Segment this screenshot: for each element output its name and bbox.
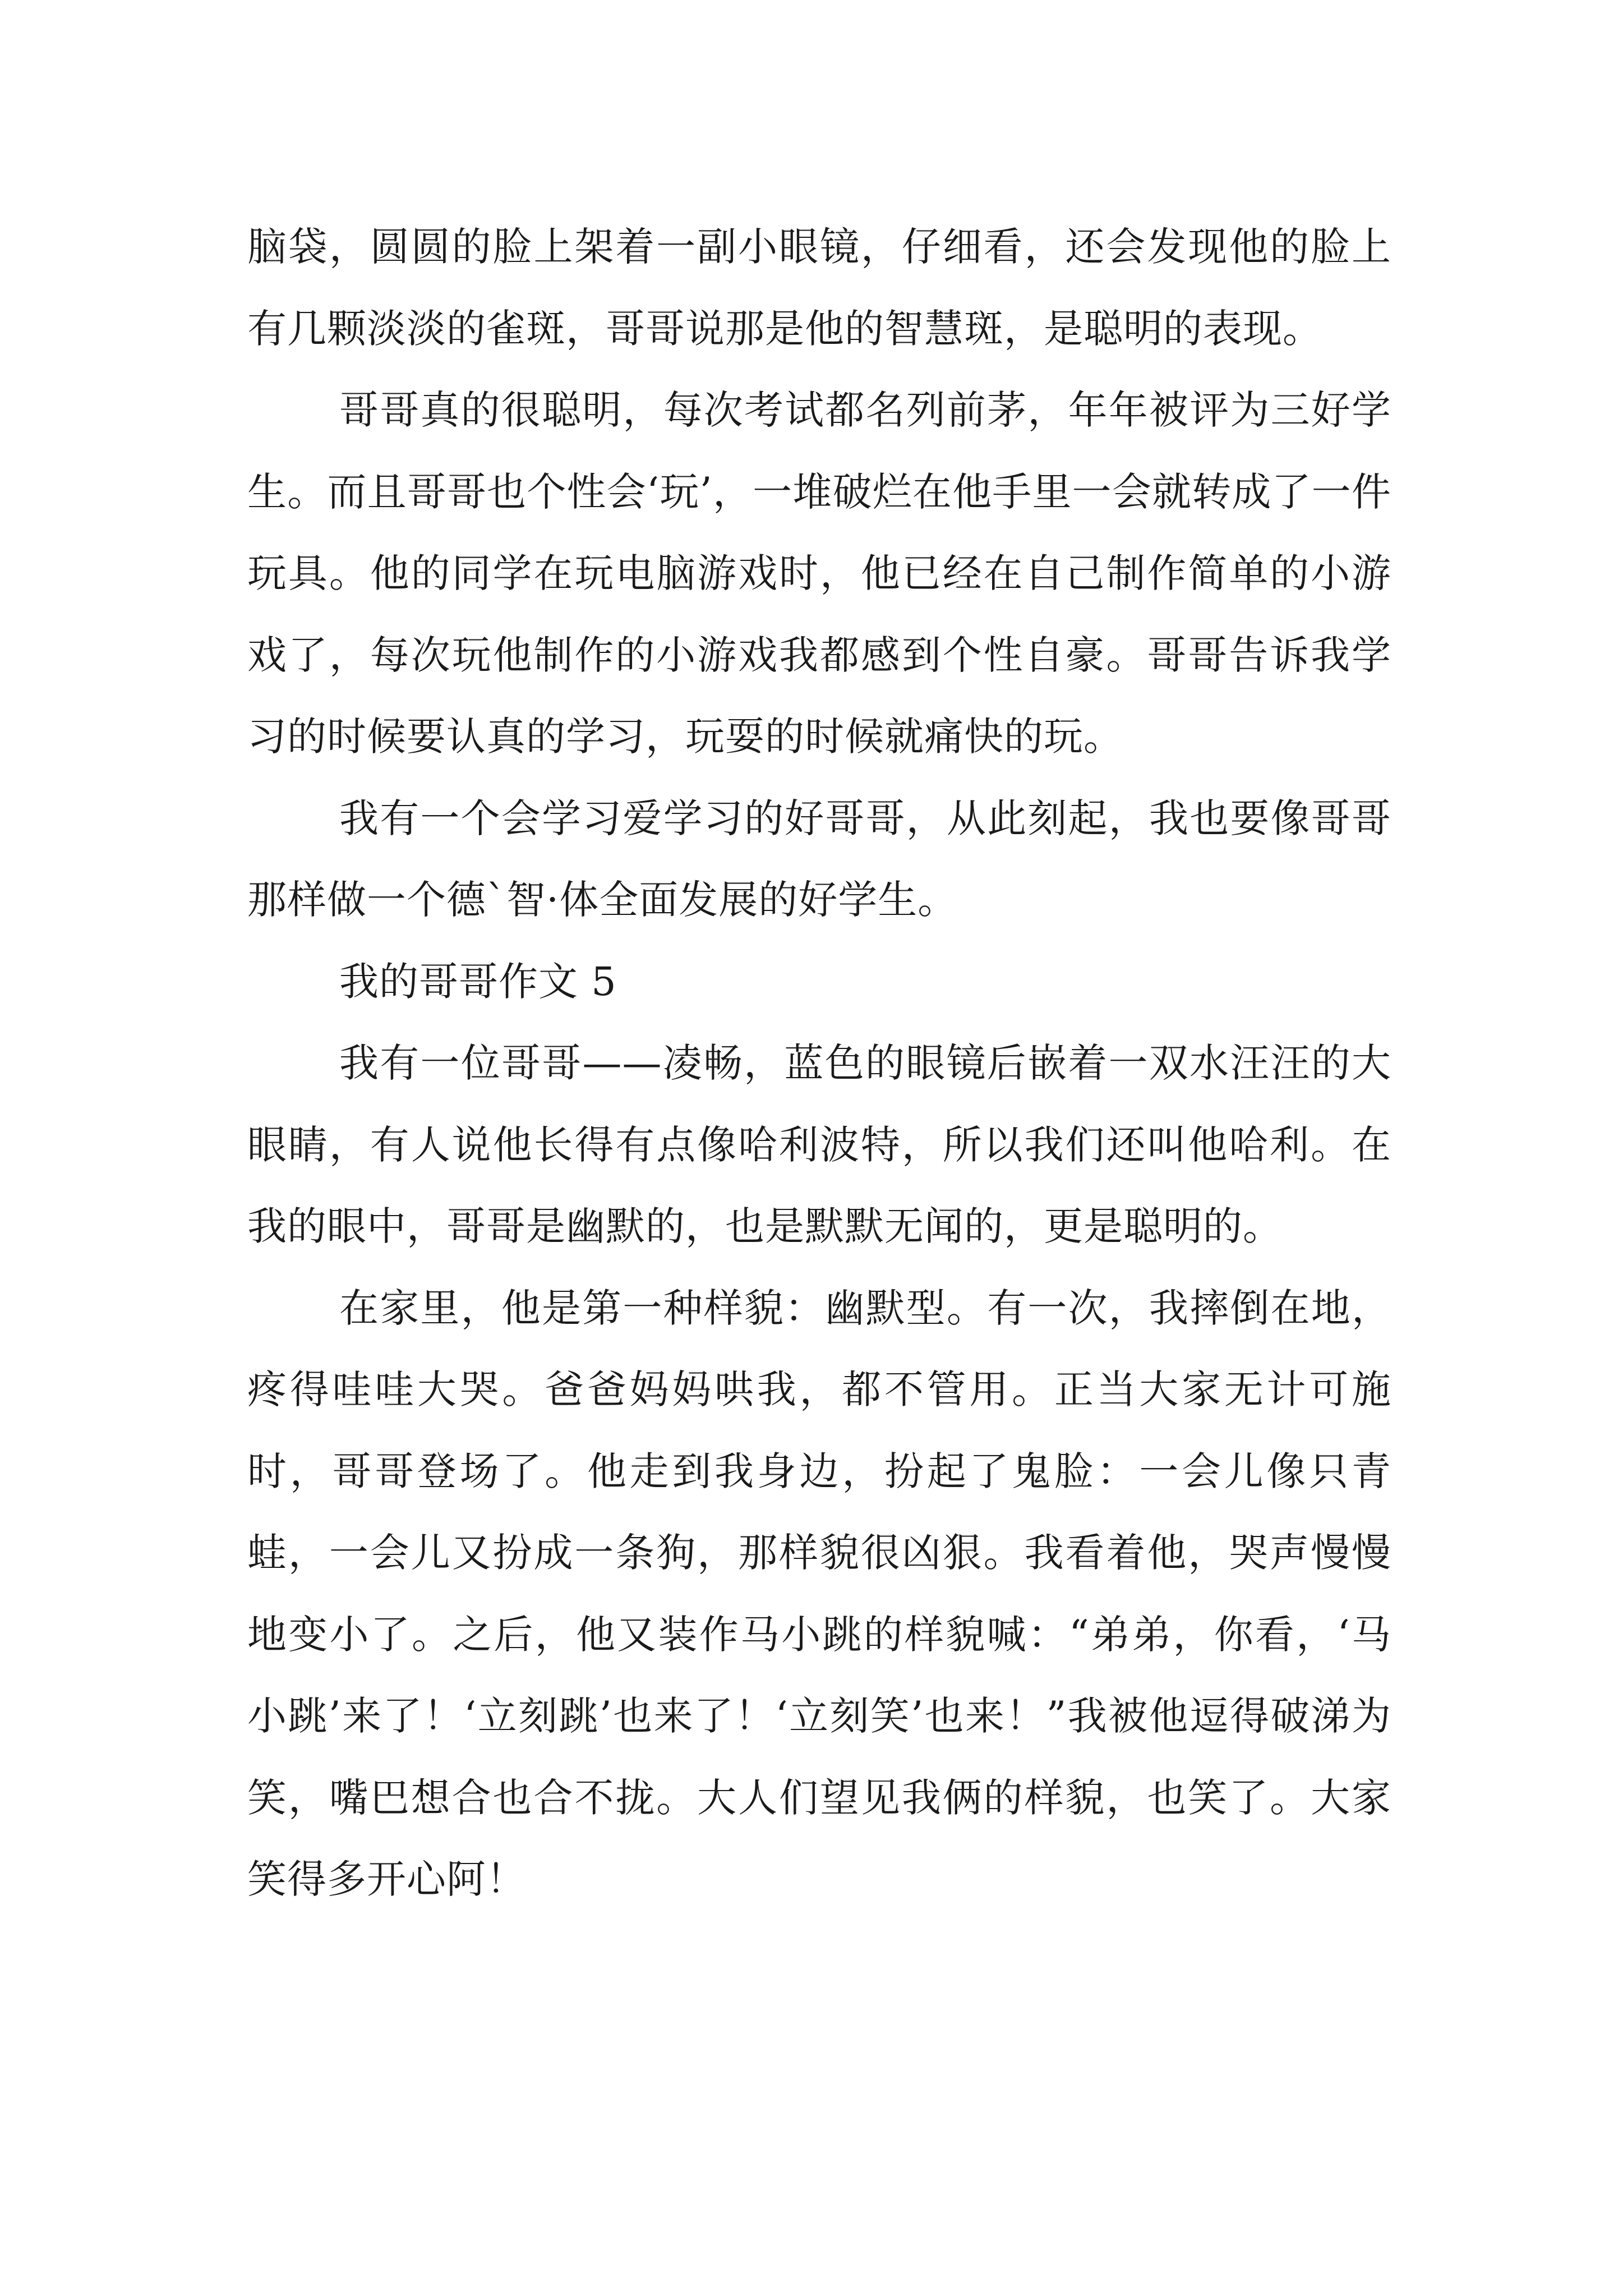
document-body — [247, 206, 1391, 1921]
paragraph-humorous-type: 在家里，他是第一种样貌：幽默型。有一次，我摔倒在地，疼得哇哇大哭。爸爸妈妈哄我，都不管用。正当大家无计可施时，哥哥登场了。他走到我身边，扮起了鬼脸：一会儿像只青蛙，一会儿又扮成一条狗，那样貌很凶狠。我看着他，哭声慢慢地变小了。之后，他又装作马小跳的样貌喊：“弟弟，你看，‘马小跳’来了！‘立刻跳’也来了！‘立刻笑’也来！”我被他逗得破涕为笑，嘴巴想合也合不拢。大人们望见我俩的样貌，也笑了。大家笑得多开心阿！ — [247, 1285, 1391, 1902]
paragraph-continuation: 脑袋，圆圆的脸上架着一副小眼镜，仔细看，还会发现他的脸上有几颗淡淡的雀斑，哥哥说那是他的智慧斑，是聪明的表现。 — [247, 224, 1391, 352]
paragraph-good-brother: 我有一个会学习爱学习的好哥哥，从此刻起，我也要像哥哥那样做一个德`智·体全面发展的好学生。 — [247, 795, 1391, 923]
paragraph-brother-intro: 我有一位哥哥——凌畅，蓝色的眼镜后嵌着一双水汪汪的大眼睛，有人说他长得有点像哈利波特，所以我们还叫他哈利。在我的眼中，哥哥是幽默的，也是默默无闻的，更是聪明的。 — [247, 1040, 1391, 1249]
paragraph-brother-smart: 哥哥真的很聪明，每次考试都名列前茅，年年被评为三好学生。而且哥哥也个性会‘玩’，一堆破烂在他手里一会就转成了一件玩具。他的同学在玩电脑游戏时，他已经在自己制作简单的小游戏了，每次玩他制作的小游戏我都感到个性自豪。哥哥告诉我学习的时候要认真的学习，玩耍的时候就痛快的玩。 — [247, 387, 1391, 760]
section-heading: 我的哥哥作文 5 — [339, 958, 617, 1005]
